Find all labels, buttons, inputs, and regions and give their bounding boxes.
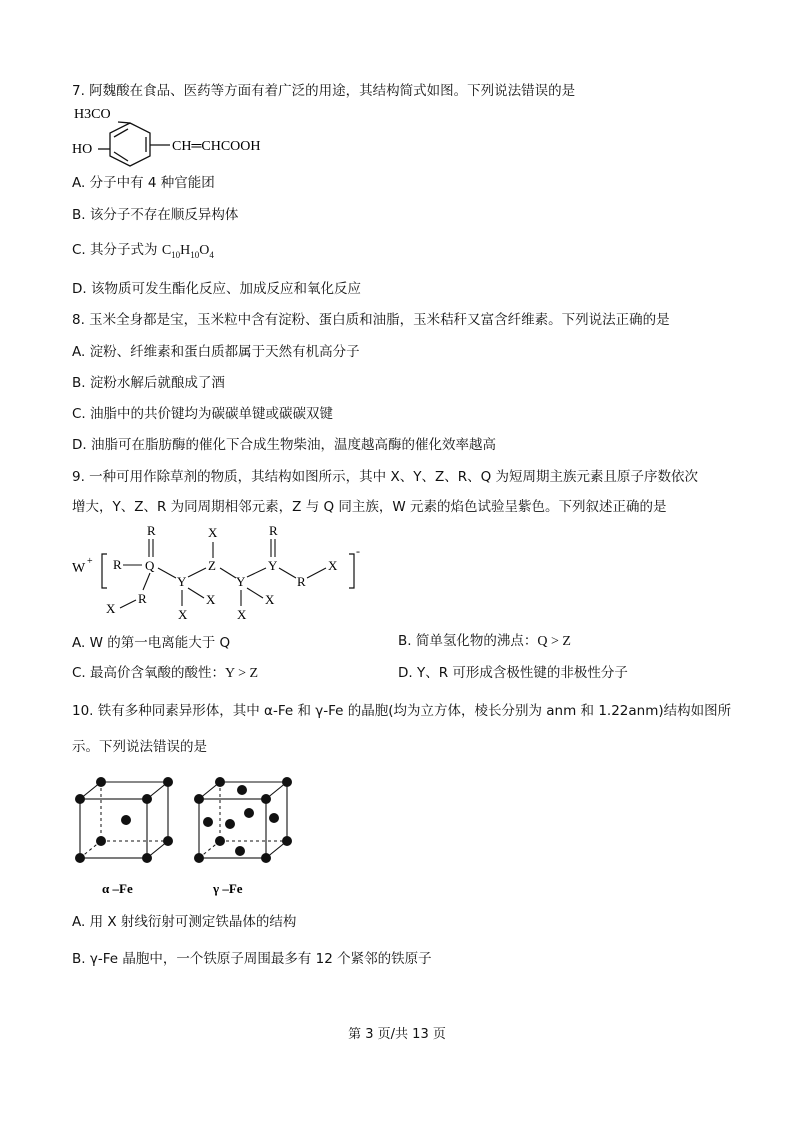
- svg-text:R: R: [113, 557, 122, 572]
- q9-anion-charge: -: [356, 544, 360, 558]
- q8-stem: 8. 玉米全身都是宝，玉米粒中含有淀粉、蛋白质和油脂，玉米秸秆又富含纤维素。下列说法正确的是: [72, 312, 670, 328]
- q9-option-b: [398, 632, 571, 651]
- q10-option-b: B. γ-Fe 晶胞中，一个铁原子周围最多有 12 个紧邻的铁原子: [72, 951, 432, 967]
- q7-option-c: [72, 241, 214, 264]
- svg-text:X: X: [208, 525, 218, 540]
- alpha-fe-unit-cell: [75, 777, 173, 863]
- q7-side-chain-label: CH═CHCOOH: [172, 139, 261, 154]
- gamma-fe-label: γ –Fe: [213, 881, 243, 896]
- q9-option-d: D. Y、R 可形成含极性键的非极性分子: [398, 665, 628, 681]
- gamma-fe-unit-cell: [194, 777, 292, 863]
- q7-ferulic-acid-structure: [70, 100, 300, 170]
- svg-text:X: X: [106, 601, 116, 616]
- svg-text:R: R: [269, 523, 278, 538]
- q7-methoxy-label: H3CO: [74, 107, 111, 122]
- q9-atom-q: Q: [145, 558, 155, 573]
- q9-option-c-formula: Y > Z: [225, 666, 259, 681]
- q9-option-b-text: B. 简单氢化物的沸点：: [398, 633, 538, 649]
- q7-option-a: A. 分子中有 4 种官能团: [72, 175, 215, 191]
- svg-text:X: X: [237, 607, 247, 620]
- q9-atom-z: Z: [208, 558, 216, 573]
- q10-option-a: A. 用 X 射线衍射可测定铁晶体的结构: [72, 914, 297, 930]
- q8-option-d: D. 油脂可在脂肪酶的催化下合成生物柴油，温度越高酶的催化效率越高: [72, 437, 496, 453]
- svg-text:R: R: [297, 574, 306, 589]
- page-footer: 第 3 页/共 13 页: [348, 1027, 446, 1042]
- q9-atom-y-3: Y: [268, 558, 278, 573]
- q9-cation-w: W: [72, 561, 86, 576]
- q7-hydroxy-label: HO: [72, 142, 93, 157]
- q7-option-d: D. 该物质可发生酯化反应、加成反应和氧化反应: [72, 281, 361, 297]
- svg-text:X: X: [178, 607, 188, 620]
- q7-formula: $C_{10}H_{10}O_4$: [161, 243, 214, 260]
- q9-stem-line-1: 9. 一种可用作除草剂的物质，其结构如图所示，其中 X、Y、Z、R、Q 为短周期主族元素且原子序数依次: [72, 469, 699, 485]
- q8-option-b: B. 淀粉水解后就酿成了酒: [72, 375, 225, 391]
- q7-option-b: B. 该分子不存在顺反异构体: [72, 207, 239, 223]
- q9-option-c-text: C. 最高价含氧酸的酸性：: [72, 665, 226, 681]
- q9-option-c: [72, 664, 258, 683]
- q9-atom-y-2: Y: [236, 574, 246, 589]
- alpha-fe-label: α –Fe: [102, 881, 133, 896]
- q8-option-c: C. 油脂中的共价键均为碳碳单键或碳碳双键: [72, 406, 334, 422]
- svg-text:X: X: [265, 592, 275, 607]
- q7-option-c-text: C. 其分子式为: [72, 242, 162, 258]
- svg-text:R: R: [138, 591, 147, 606]
- q10-stem-line-1: 10. 铁有多种同素异形体，其中 α-Fe 和 γ-Fe 的晶胞(均为立方体，棱长分别为 anm 和 1.22anm)结构如图所: [72, 703, 732, 719]
- q10-stem-line-2: 示。下列说法错误的是: [72, 739, 207, 755]
- q9-herbicide-structure: [70, 520, 370, 620]
- svg-text:X: X: [328, 558, 338, 573]
- q9-option-a: A. W 的第一电离能大于 Q: [72, 635, 231, 651]
- q9-option-b-formula: Q > Z: [537, 634, 571, 649]
- svg-text:R: R: [147, 523, 156, 538]
- q7-stem: 7. 阿魏酸在食品、医药等方面有着广泛的用途，其结构简式如图。下列说法错误的是: [72, 83, 576, 99]
- q9-atom-y-1: Y: [177, 574, 187, 589]
- q9-cation-charge: +: [87, 556, 93, 567]
- q9-stem-line-2: 增大，Y、Z、R 为同周期相邻元素，Z 与 Q 同主族，W 元素的焰色试验呈紫色。下列叙述正确的是: [72, 499, 667, 515]
- q8-option-a: A. 淀粉、纤维素和蛋白质都属于天然有机高分子: [72, 344, 360, 360]
- svg-text:X: X: [206, 592, 216, 607]
- q10-crystal-cells: [70, 768, 300, 898]
